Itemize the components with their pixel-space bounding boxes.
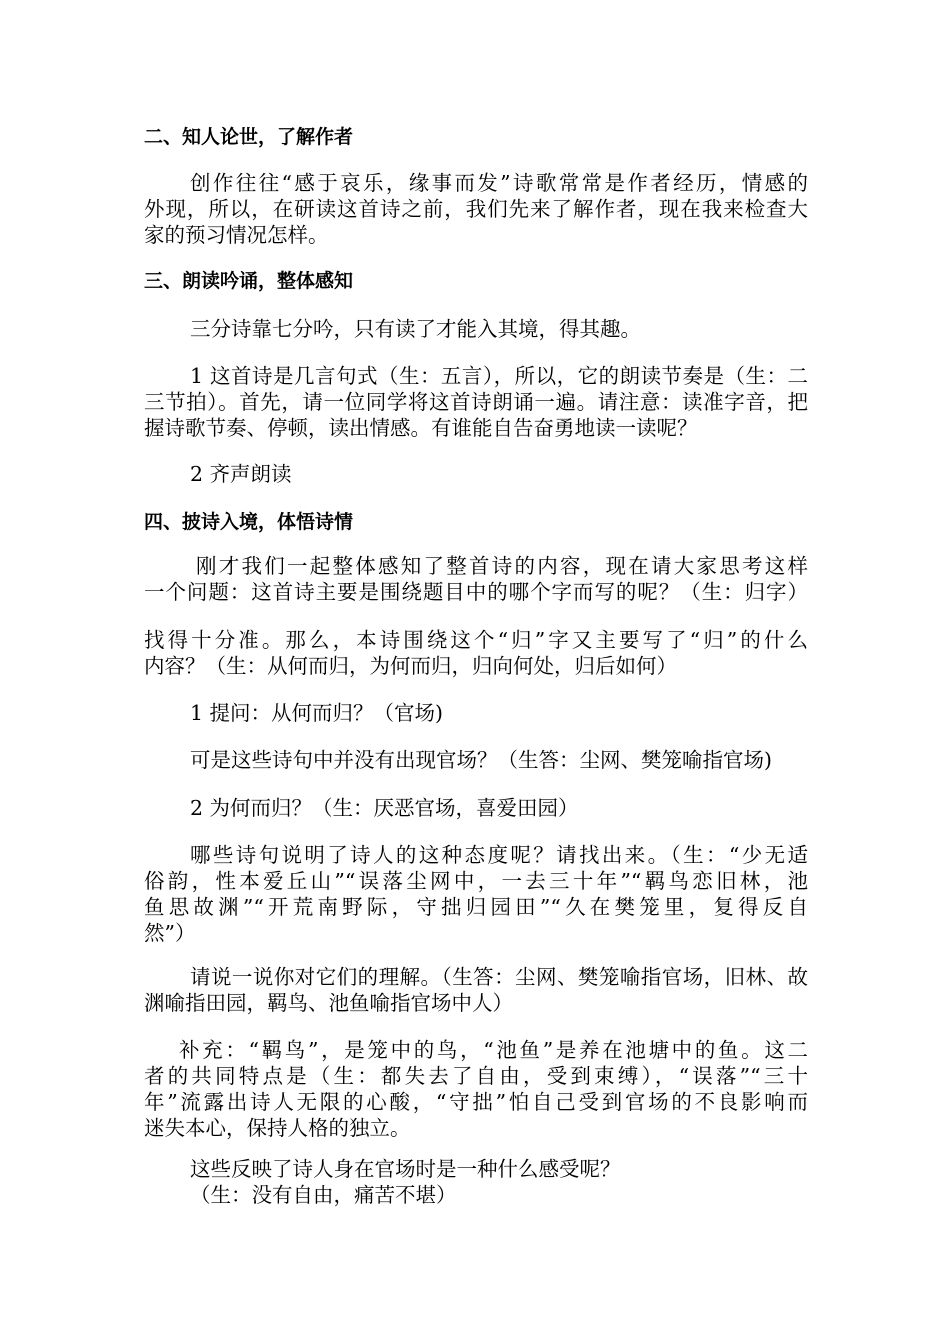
paragraph-find-verses bbox=[144, 842, 808, 946]
text-line: 找得十分准。那么，本诗围绕这个“归”字又主要写了“归”的什么 bbox=[144, 628, 808, 652]
paragraph-supplement bbox=[144, 1037, 808, 1141]
text-line: 三分诗靠七分吟，只有读了才能入其境，得其趣。 bbox=[190, 317, 641, 341]
text-line: 刚才我们一起整体感知了整首诗的内容，现在请大家思考这样 bbox=[196, 554, 808, 578]
text-line: 1 提问：从何而归？（官场) bbox=[190, 701, 444, 725]
paragraph-recite-together bbox=[144, 461, 808, 487]
paragraph-question-gui bbox=[144, 553, 808, 605]
paragraph-recite-intro bbox=[144, 316, 808, 342]
text-line: 鱼思故渊”“开荒南野际，守拙归园田”“久在樊笼里，复得反自 bbox=[144, 895, 808, 919]
paragraph-question-1 bbox=[144, 700, 808, 726]
text-line: 2 为何而归？（生：厌恶官场，喜爱田园） bbox=[190, 796, 579, 820]
section-heading-4: 四、披诗入境，体悟诗情 bbox=[144, 511, 354, 533]
paragraph-officialdom bbox=[144, 747, 808, 773]
text-line: 可是这些诗句中并没有出现官场？（生答：尘网、樊笼喻指官场) bbox=[190, 748, 772, 772]
text-line: 2 齐声朗读 bbox=[190, 462, 292, 486]
text-line: 创作往往“感于哀乐，缘事而发”诗歌常常是作者经历，情感的 bbox=[190, 171, 808, 195]
text-line: 请说一说你对它们的理解。（生答：尘网、樊笼喻指官场，旧林、故 bbox=[190, 965, 808, 989]
paragraph-gui-content bbox=[144, 627, 808, 679]
text-line: 外现，所以，在研读这首诗之前，我们先来了解作者，现在我来检查大 bbox=[144, 197, 808, 221]
text-line: 渊喻指田园，羁鸟、池鱼喻指官场中人） bbox=[144, 991, 513, 1015]
paragraph-feeling bbox=[144, 1156, 808, 1208]
text-line: 哪些诗句说明了诗人的这种态度呢？请找出来。（生：“少无适 bbox=[190, 843, 808, 867]
paragraph-recite-rhythm bbox=[144, 363, 808, 441]
text-line: 家的预习情况怎样。 bbox=[144, 223, 329, 247]
text-line: 1 这首诗是几言句式（生：五言），所以，它的朗读节奏是（生：二 bbox=[190, 364, 808, 388]
text-line: 者的共同特点是（生：都失去了自由，受到束缚），“误落”“三十 bbox=[144, 1064, 808, 1088]
paragraph-question-2 bbox=[144, 795, 808, 821]
paragraph-understanding bbox=[144, 964, 808, 1016]
text-line: 迷失本心，保持人格的独立。 bbox=[144, 1116, 411, 1140]
text-line: 内容？（生：从何而归，为何而归，归向何处，归后如何） bbox=[144, 654, 677, 678]
text-line: 握诗歌节奏、停顿，读出情感。有谁能自告奋勇地读一读呢？ bbox=[144, 416, 698, 440]
paragraph-author-intro bbox=[144, 170, 808, 248]
section-heading-3: 三、朗读吟诵，整体感知 bbox=[144, 270, 354, 292]
text-line: 补充：“羁鸟”，是笼中的鸟，“池鱼”是养在池塘中的鱼。这二 bbox=[179, 1038, 808, 1062]
text-line: 俗韵，性本爱丘山”“误落尘网中，一去三十年”“羁鸟恋旧林，池 bbox=[144, 869, 808, 893]
text-line: 三节拍）。首先，请一位同学将这首诗朗诵一遍。请注意：读准字音，把 bbox=[144, 390, 808, 414]
text-line: 这些反映了诗人身在官场时是一种什么感受呢？ bbox=[190, 1157, 621, 1181]
text-line: 一个问题：这首诗主要是围绕题目中的哪个字而写的呢？（生：归字） bbox=[144, 580, 808, 604]
text-line: 然”） bbox=[144, 921, 196, 945]
text-line: 年”流露出诗人无限的心酸，“守拙”怕自己受到官场的不良影响而 bbox=[144, 1090, 808, 1114]
text-line: （生：没有自由，痛苦不堪） bbox=[190, 1183, 457, 1207]
section-heading-2: 二、知人论世，了解作者 bbox=[144, 126, 354, 148]
